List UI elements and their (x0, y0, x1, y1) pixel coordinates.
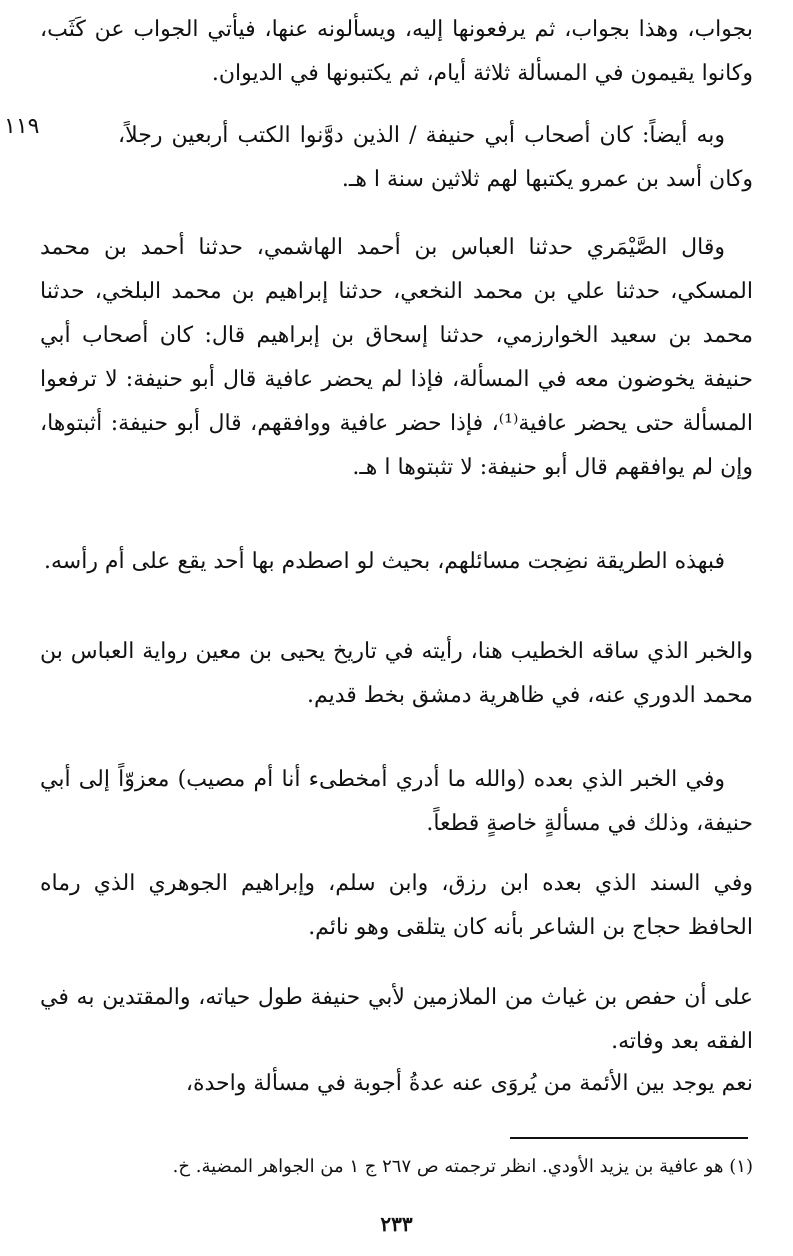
page-number: ٢٣٣ (380, 1212, 413, 1236)
paragraph-text: وفي الخبر الذي بعده (والله ما أدري أمخطىء أنا أم مصيب) معزوّاً إلى أبي حنيفة، وذلك في مسألةٍ خاصةٍ قطعاً. (40, 767, 753, 836)
paragraph-text: نعم يوجد بين الأئمة من يُروَى عنه عدةُ أجوبة في مسألة واحدة، (185, 1071, 753, 1096)
footnote: (١) هو عافية بن يزيد الأودي. انظر ترجمته ص ٢٦٧ ج ١ من الجواهر المضية. خ. (172, 1156, 753, 1177)
paragraph-text: وفي السند الذي بعده ابن رزق، وابن سلم، وإبراهيم الجوهري الذي رماه الحافظ حجاج بن الشاعر بأنه كان يتلقى وهو نائم. (40, 871, 753, 940)
paragraph-text: والخبر الذي ساقه الخطيب هنا، رأيته في تاريخ يحيى بن معين رواية العباس بن محمد الدوري عنه، في ظاهرية دمشق بخط قديم. (40, 639, 753, 708)
paragraph-1 (40, 8, 753, 96)
margin-page-reference: ١١٩ (4, 114, 40, 139)
paragraph-8 (40, 976, 753, 1064)
paragraph-9 (40, 1062, 753, 1106)
paragraph-text: على أن حفص بن غياث من الملازمين لأبي حنيفة طول حياته، والمقتدين به في الفقه بعد وفاته. (40, 985, 753, 1054)
paragraph-6 (40, 758, 753, 846)
paragraph-2 (40, 114, 753, 202)
paragraph-text: وبه أيضاً: كان أصحاب أبي حنيفة / الذين دوَّنوا الكتب أربعين رجلاً، وكان أسد بن عمرو يكتبها لهم ثلاثين سنة ا هـ. (118, 123, 753, 192)
paragraph-4 (40, 540, 753, 584)
paragraph-7 (40, 862, 753, 950)
paragraph-5 (40, 630, 753, 718)
paragraph-text: بجواب، وهذا بجواب، ثم يرفعونها إليه، ويسألونه عنها، فيأتي الجواب عن كَثَب، وكانوا يقيمون في المسألة ثلاثة أيام، ثم يكتبونها في الديوان. (40, 17, 753, 86)
paragraph-3 (40, 226, 753, 490)
paragraph-text: وقال الصَّيْمَري حدثنا العباس بن أحمد الهاشمي، حدثنا أحمد بن محمد المسكي، حدثنا علي بن محمد النخعي، حدثنا إبراهيم بن محمد البلخي، حدثنا محمد بن سعيد الخوارزمي، حدثنا إسحاق بن إبراهيم قال: كان أصحاب أبي حنيفة يخوضون معه في المسألة، فإذا لم يحضر عافية قال أبو حنيفة: لا ترفعوا المسألة حتى يحضر عافية⁽¹⁾، فإذا حضر عافية ووافقهم، قال أبو حنيفة: أثبتوها، وإن لم يوافقهم قال أبو حنيفة: لا تثبتوها ا هـ. (40, 235, 753, 480)
footnote-divider (510, 1137, 748, 1139)
paragraph-text: فبهذه الطريقة نضِجت مسائلهم، بحيث لو اصطدم بها أحد يقع على أم رأسه. (43, 549, 725, 574)
